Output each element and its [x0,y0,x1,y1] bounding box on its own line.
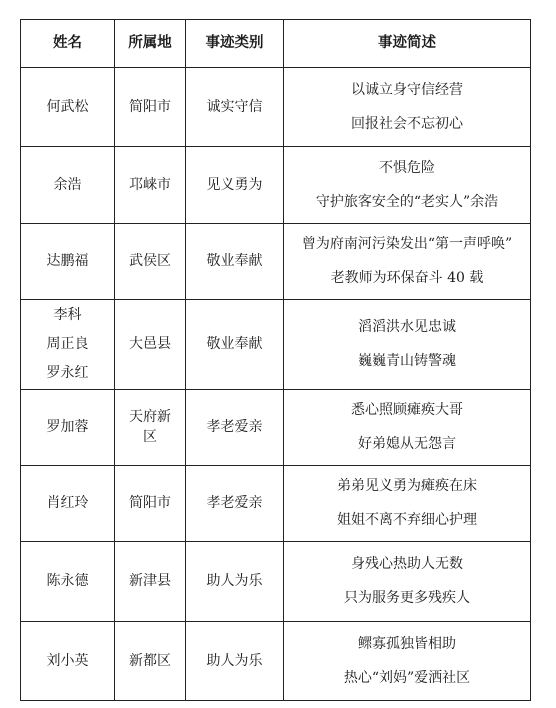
cell-type: 助人为乐 [186,542,284,622]
cell-type: 敬业奉献 [186,300,284,390]
desc-line-1: 以诚立身守信经营 [351,81,463,98]
table-row [21,68,531,147]
person-name: 何武松 [46,98,89,115]
city-text: 简阳市 [129,98,171,115]
desc-line-1: 鳏寡孤独皆相助 [358,635,456,652]
cell-city [115,390,186,466]
cell-name [21,300,115,390]
desc-line-2: 守护旅客安全的“老实人”余浩 [315,193,499,210]
desc-line-1: 身残心热助人无数 [351,556,463,573]
table-row [21,622,531,701]
city-text: 简阳市 [129,495,171,512]
table-row [21,466,531,542]
cell-name [21,622,115,701]
cell-type: 孝老爱亲 [186,390,284,466]
desc-line-2: 热心“刘妈”爱洒社区 [343,669,471,686]
cell-name [21,390,115,466]
city-text: 大邑县 [129,336,171,353]
cell-desc [284,542,531,622]
cell-desc [284,300,531,390]
cell-name [21,466,115,542]
desc-line-1: 曾为府南河污染发出“第一声呼唤” [301,236,513,253]
cell-desc [284,224,531,300]
header-type: 事迹类别 [186,20,284,68]
header-city: 所属地 [115,20,186,68]
city-text: 新都区 [129,652,171,669]
cell-city [115,68,186,147]
header-name: 姓名 [21,20,115,68]
cell-name [21,224,115,300]
cell-city [115,542,186,622]
table-row [21,224,531,300]
city-text: 武侯区 [129,253,171,270]
cell-desc [284,147,531,224]
desc-line-2: 回报社会不忘初心 [351,115,463,132]
desc-line-2: 老教师为环保奋斗 40 载 [330,270,484,286]
table-row [21,542,531,622]
cell-type: 孝老爱亲 [186,466,284,542]
cell-name [21,542,115,622]
cell-type: 助人为乐 [186,622,284,701]
desc-line-2: 只为服务更多残疾人 [344,590,470,606]
desc-line-1: 悉心照顾瘫痪大哥 [351,402,463,419]
person-name: 罗永红 [46,364,89,381]
cell-name [21,68,115,147]
cell-name [21,147,115,224]
cell-city [115,224,186,300]
desc-line-1: 不惧危险 [379,159,435,176]
person-name: 刘小英 [46,652,89,669]
person-name: 陈永德 [46,573,89,590]
cell-desc [284,622,531,701]
cell-desc [284,390,531,466]
city-text: 邛崃市 [129,176,171,193]
cell-desc [284,466,531,542]
person-name: 肖红玲 [46,495,89,512]
city-text: 新津县 [129,573,171,590]
honor-table [20,19,531,701]
table-row [21,300,531,390]
person-name: 余浩 [53,176,82,193]
header-row [21,20,531,68]
city-text: 天府新 [129,409,171,426]
table-row [21,390,531,466]
person-name: 李科 [53,307,82,324]
desc-line-1: 弟弟见义勇为瘫痪在床 [337,478,477,495]
cell-city [115,300,186,390]
cell-city [115,466,186,542]
desc-line-1: 滔滔洪水见忠诚 [358,319,456,336]
desc-line-2: 好弟媳从无怨言 [358,436,456,452]
desc-line-2: 巍巍青山铸警魂 [358,353,456,369]
desc-line-2: 姐姐不离不弃细心护理 [337,512,477,528]
person-name: 达鹏福 [46,253,89,270]
cell-desc [284,68,531,147]
cell-city [115,147,186,224]
cell-type: 诚实守信 [186,68,284,147]
cell-type: 见义勇为 [186,147,284,224]
person-name: 罗加蓉 [46,419,89,436]
table-row [21,147,531,224]
cell-type: 敬业奉献 [186,224,284,300]
city-text: 区 [143,429,157,445]
person-name: 周正良 [46,336,89,353]
header-desc: 事迹简述 [284,20,531,68]
cell-city [115,622,186,701]
